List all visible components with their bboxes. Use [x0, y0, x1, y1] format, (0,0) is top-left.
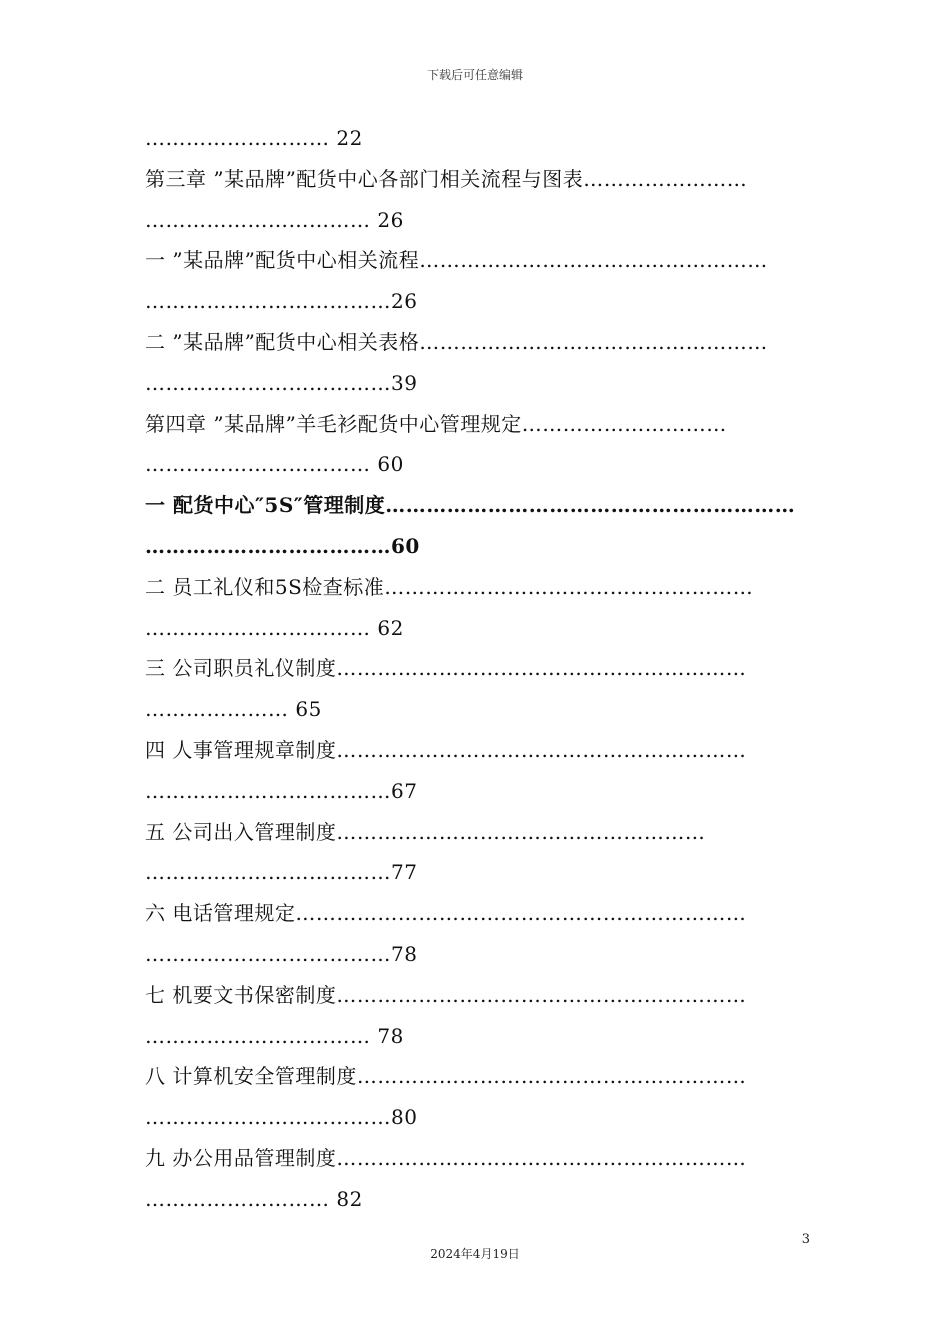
toc-line: 八 计算机安全管理制度………………………………………………… [145, 1064, 747, 1089]
toc-line: 一 配货中心″5S″管理制度…………………………………………………… [145, 493, 796, 518]
toc-line: ………………………………77 [145, 860, 418, 885]
toc-line: 七 机要文书保密制度…………………………………………………… [145, 982, 747, 1007]
toc-line: 第三章 ”某品牌”配货中心各部门相关流程与图表…………………… [145, 166, 748, 191]
toc-line: …………………………… 78 [145, 1023, 404, 1048]
toc-line: ………………… 65 [145, 697, 322, 722]
toc-line: 三 公司职员礼仪制度…………………………………………………… [145, 656, 747, 681]
toc-line: 五 公司出入管理制度……………………………………………… [145, 819, 706, 844]
toc-line: 第四章 ”某品牌”羊毛衫配货中心管理规定………………………… [145, 411, 727, 436]
toc-line: ……………………… 22 [145, 126, 363, 150]
toc-line: ………………………………67 [145, 778, 418, 803]
footer-date: 2024年4月19日 [430, 1247, 520, 1261]
table-of-contents [145, 118, 815, 1220]
toc-line: 九 办公用品管理制度…………………………………………………… [145, 1145, 747, 1170]
toc-line: ………………………………80 [145, 1105, 418, 1130]
toc-line: …………………………… 60 [145, 452, 404, 477]
toc-line: ………………………………39 [145, 370, 418, 395]
toc-line: ………………………………78 [145, 941, 418, 966]
toc-line: 六 电话管理规定………………………………………………………… [145, 901, 747, 926]
toc-line: …………………………… 26 [145, 207, 404, 232]
page-header: 下载后可任意编辑 [426, 68, 523, 82]
toc-line: ………………………………60 [145, 533, 420, 558]
page-number: 3 [801, 1232, 810, 1247]
toc-line: ………………………………26 [145, 289, 418, 314]
toc-line: …………………………… 62 [145, 615, 404, 640]
toc-line: 二 员工礼仪和5S检查标准……………………………………………… [145, 574, 754, 599]
toc-line: ……………………… 82 [145, 1186, 363, 1211]
toc-line: 一 ”某品牌”配货中心相关流程…………………………………………… [145, 248, 768, 273]
toc-line: 二 ”某品牌”配货中心相关表格…………………………………………… [145, 329, 768, 354]
toc-line: 四 人事管理规章制度…………………………………………………… [145, 737, 747, 762]
